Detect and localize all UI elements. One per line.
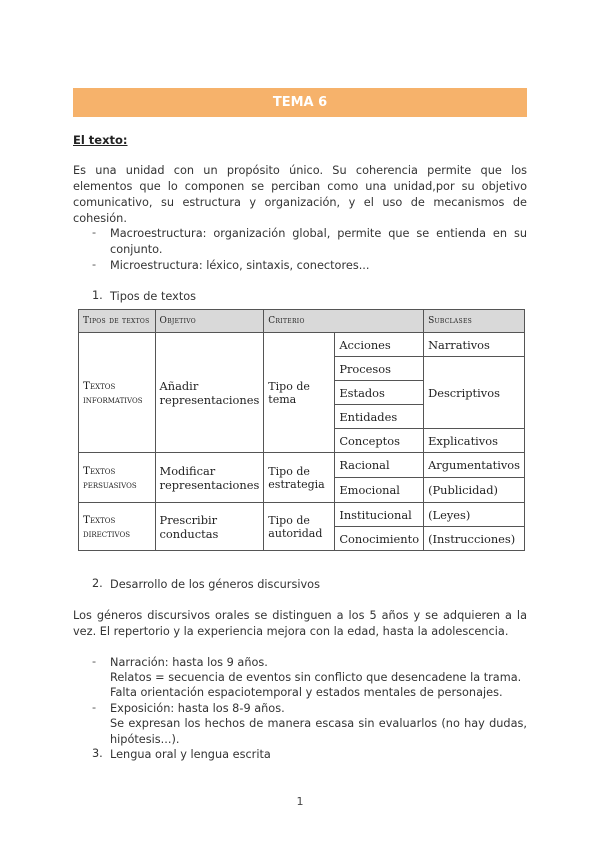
table-cell: Institucional — [335, 503, 424, 527]
table-cell: (Leyes) — [424, 503, 525, 527]
list-number: 3. — [92, 747, 103, 760]
table-cell: Explicativos — [424, 429, 525, 453]
table-header: Tipos de textos — [79, 310, 156, 333]
table-cell: Tipo de estrategia — [264, 453, 335, 503]
list-item-detail: Falta orientación espaciotemporal y estados mentales de personajes. — [110, 686, 503, 699]
table-cell: Textos directivos — [79, 503, 156, 551]
table-cell: Racional — [335, 453, 424, 478]
section-title: Tipos de textos — [110, 290, 197, 303]
table-cell: Prescribir conductas — [155, 503, 264, 551]
list-item: Narración: hasta los 9 años. — [110, 656, 268, 669]
table-cell: Acciones — [335, 333, 424, 357]
list-item: Microestructura: léxico, sintaxis, conectores... — [110, 259, 370, 272]
table-row — [79, 333, 525, 357]
section-title: Desarrollo de los géneros discursivos — [110, 578, 320, 591]
table-row — [79, 503, 525, 527]
list-item: Macroestructura: organización global, permite que se entienda en su conjunto. — [110, 227, 527, 256]
table-cell: Conocimiento — [335, 527, 424, 551]
list-item-detail: Se expresan los hechos de manera escasa sin evaluarlos (no hay dudas, hipótesis...). — [110, 717, 527, 746]
table-cell: Entidades — [335, 405, 424, 429]
table-row — [79, 453, 525, 478]
table-cell: (Publicidad) — [424, 478, 525, 503]
list-number: 1. — [92, 289, 103, 302]
intro-paragraph: Es una unidad con un propósito único. Su coherencia permite que los elementos que lo componen se perciban como una unidad,por su objetivo comunicativo, su estructura y organización, y el uso de mecanismos de cohesión. — [73, 164, 527, 225]
table-cell: Textos informativos — [79, 333, 156, 453]
bullet-dash: - — [92, 258, 97, 271]
development-paragraph: Los géneros discursivos orales se distinguen a los 5 años y se adquieren a la vez. El repertorio y la experiencia mejora con la edad, hasta la adolescencia. — [73, 609, 527, 638]
table-cell: (Instrucciones) — [424, 527, 525, 551]
table-cell: Tipo de autoridad — [264, 503, 335, 551]
table-cell: Procesos — [335, 357, 424, 381]
table-cell: Narrativos — [424, 333, 525, 357]
bullet-dash: - — [92, 226, 97, 239]
table-cell: Estados — [335, 381, 424, 405]
list-item: Exposición: hasta los 8-9 años. — [110, 702, 285, 715]
table-header: Objetivo — [155, 310, 264, 333]
table-header: Subclases — [424, 310, 525, 333]
table-cell: Añadir representaciones — [155, 333, 264, 453]
table-cell: Tipo de tema — [264, 333, 335, 453]
table-cell: Emocional — [335, 478, 424, 503]
section-heading: El texto: — [73, 133, 128, 147]
bullet-dash: - — [92, 655, 97, 668]
table-cell: Modificar representaciones — [155, 453, 264, 503]
table-cell: Conceptos — [335, 429, 424, 453]
table-header-row — [79, 310, 525, 333]
table-header: Criterio — [264, 310, 424, 333]
table-cell: Argumentativos — [424, 453, 525, 478]
section-title: Lengua oral y lengua escrita — [110, 748, 271, 761]
list-number: 2. — [92, 577, 103, 590]
page-number: 1 — [296, 795, 304, 808]
bullet-dash: - — [92, 701, 97, 714]
table-cell: Textos persuasivos — [79, 453, 156, 503]
list-item-detail: Relatos = secuencia de eventos sin conflicto que desencadene la trama. — [110, 671, 522, 684]
table-cell: Descriptivos — [424, 357, 525, 429]
topic-banner: TEMA 6 — [73, 88, 527, 117]
text-types-table — [78, 309, 525, 551]
